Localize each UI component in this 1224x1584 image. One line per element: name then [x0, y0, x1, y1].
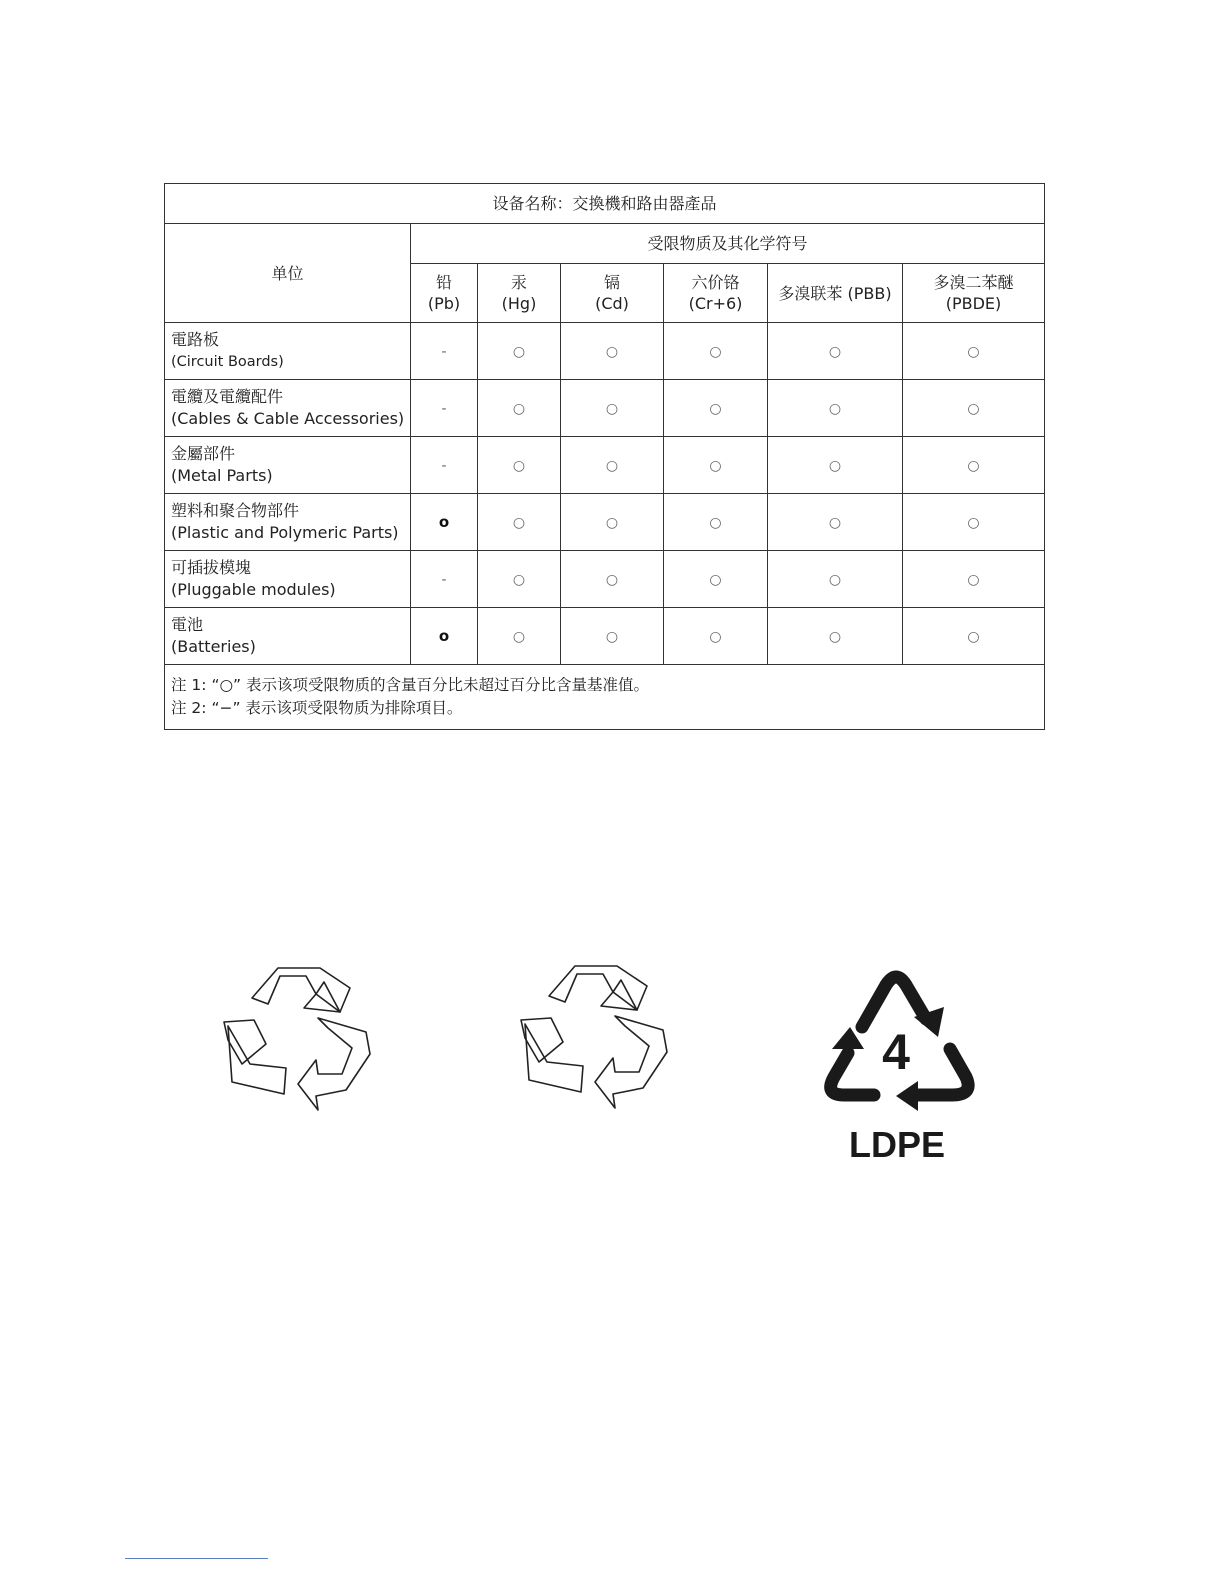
status-mark: ○: [512, 628, 526, 645]
table-cell: [478, 437, 561, 494]
substance-header-pbde: 多溴二苯醚 (PBDE): [903, 264, 1045, 323]
table-row: [165, 437, 1045, 494]
row-label-cn: 塑料和聚合物部件: [171, 501, 300, 520]
table-cell: [478, 608, 561, 665]
table-row: [165, 323, 1045, 380]
substance-header-pbb: 多溴联苯 (PBB): [768, 264, 903, 323]
table-cell: [903, 323, 1045, 380]
note-2: 注 2: “−” 表示该项受限物质为排除項目。: [171, 699, 463, 717]
row-label: [165, 494, 411, 551]
status-mark: ○: [967, 571, 980, 588]
table-cell: [664, 551, 768, 608]
status-mark: ○: [828, 457, 842, 474]
status-mark: ○: [512, 400, 526, 417]
table-cell: [768, 323, 903, 380]
table-row: [165, 494, 1045, 551]
status-mark: ○: [709, 457, 722, 474]
status-mark: ○: [967, 457, 980, 474]
table-cell: [768, 551, 903, 608]
status-mark: ○: [828, 343, 842, 360]
row-label-en: (Circuit Boards): [171, 354, 284, 370]
resin-code-label: LDPE: [848, 1124, 946, 1165]
status-mark: ○: [967, 343, 980, 360]
status-mark: ○: [605, 343, 619, 360]
row-label-cn: 電纜及電纜配件: [171, 387, 284, 406]
table-cell: [903, 380, 1045, 437]
row-label-en: (Metal Parts): [171, 466, 273, 485]
table-cell: [411, 608, 478, 665]
table-cell: [411, 380, 478, 437]
substance-header-cd: 镉 (Cd): [561, 264, 664, 323]
table-row: [165, 380, 1045, 437]
table-notes: [165, 665, 1045, 730]
table-cell: [411, 437, 478, 494]
table-cell: [768, 437, 903, 494]
status-mark: ○: [605, 400, 619, 417]
status-mark: ○: [967, 400, 980, 417]
row-label: [165, 437, 411, 494]
row-label: [165, 551, 411, 608]
status-mark: ○: [967, 628, 980, 645]
table-cell: [664, 494, 768, 551]
table-cell: [561, 380, 664, 437]
footnote-separator: [125, 1558, 268, 1559]
status-mark: ○: [828, 514, 842, 531]
table-cell: [561, 437, 664, 494]
substances-header: 受限物质及其化学符号: [411, 224, 1045, 264]
table-cell: [478, 380, 561, 437]
status-mark: -: [441, 571, 447, 588]
table-cell: [903, 494, 1045, 551]
table-cell: [664, 437, 768, 494]
substance-header-pb: 铅 (Pb): [411, 264, 478, 323]
table-cell: [561, 608, 664, 665]
status-mark: ○: [605, 457, 619, 474]
row-label-cn: 電池: [171, 615, 204, 634]
row-label-cn: 可插拔模塊: [171, 558, 252, 577]
row-label-cn: 電路板: [171, 330, 220, 349]
table-cell: [561, 494, 664, 551]
table-cell: [411, 494, 478, 551]
table-cell: [478, 551, 561, 608]
status-mark: -: [441, 457, 447, 474]
resin-code-4-ldpe-icon: [820, 965, 976, 1165]
table-cell: [411, 551, 478, 608]
status-mark: -: [441, 343, 447, 360]
table-title: 设备名称：交換機和路由器產品: [165, 184, 1045, 224]
recycle-icon: [517, 962, 673, 1112]
table-cell: [903, 437, 1045, 494]
table-cell: [664, 323, 768, 380]
status-mark: o: [438, 627, 450, 645]
recycle-icon: [220, 964, 376, 1114]
row-label-en: (Plastic and Polymeric Parts): [171, 523, 399, 542]
row-label-cn: 金屬部件: [171, 444, 236, 463]
table-cell: [478, 323, 561, 380]
table-cell: [664, 608, 768, 665]
note-1: 注 1: “○” 表示该项受限物质的含量百分比未超过百分比含量基准值。: [171, 676, 649, 694]
status-mark: ○: [828, 628, 842, 645]
hazardous-substances-table: [164, 183, 1045, 730]
table-cell: [903, 608, 1045, 665]
status-mark: ○: [967, 514, 980, 531]
status-mark: ○: [512, 343, 526, 360]
table-cell: [664, 380, 768, 437]
status-mark: -: [441, 400, 447, 417]
substance-header-hg: 汞 (Hg): [478, 264, 561, 323]
row-label-en: (Pluggable modules): [171, 580, 336, 599]
table-cell: [903, 551, 1045, 608]
status-mark: ○: [605, 514, 619, 531]
status-mark: ○: [709, 400, 722, 417]
table-cell: [768, 494, 903, 551]
status-mark: o: [438, 513, 450, 531]
status-mark: ○: [709, 514, 722, 531]
table-row: [165, 608, 1045, 665]
substance-header-cr6: 六价铬 (Cr+6): [664, 264, 768, 323]
status-mark: ○: [512, 457, 526, 474]
status-mark: ○: [709, 571, 722, 588]
row-label: [165, 608, 411, 665]
table-cell: [768, 608, 903, 665]
row-label-en: (Cables & Cable Accessories): [171, 409, 405, 428]
row-label-en: (Batteries): [171, 637, 256, 656]
status-mark: ○: [709, 628, 722, 645]
status-mark: ○: [512, 514, 526, 531]
table-cell: [561, 323, 664, 380]
status-mark: ○: [828, 571, 842, 588]
table-cell: [561, 551, 664, 608]
table-cell: [411, 323, 478, 380]
table-cell: [768, 380, 903, 437]
table-row: [165, 551, 1045, 608]
status-mark: ○: [709, 343, 722, 360]
table-cell: [478, 494, 561, 551]
status-mark: ○: [512, 571, 526, 588]
status-mark: ○: [828, 400, 842, 417]
unit-header: 单位: [165, 224, 411, 323]
status-mark: ○: [605, 571, 619, 588]
status-mark: ○: [605, 628, 619, 645]
row-label: [165, 323, 411, 380]
resin-code-number: 4: [882, 1024, 910, 1080]
row-label: [165, 380, 411, 437]
